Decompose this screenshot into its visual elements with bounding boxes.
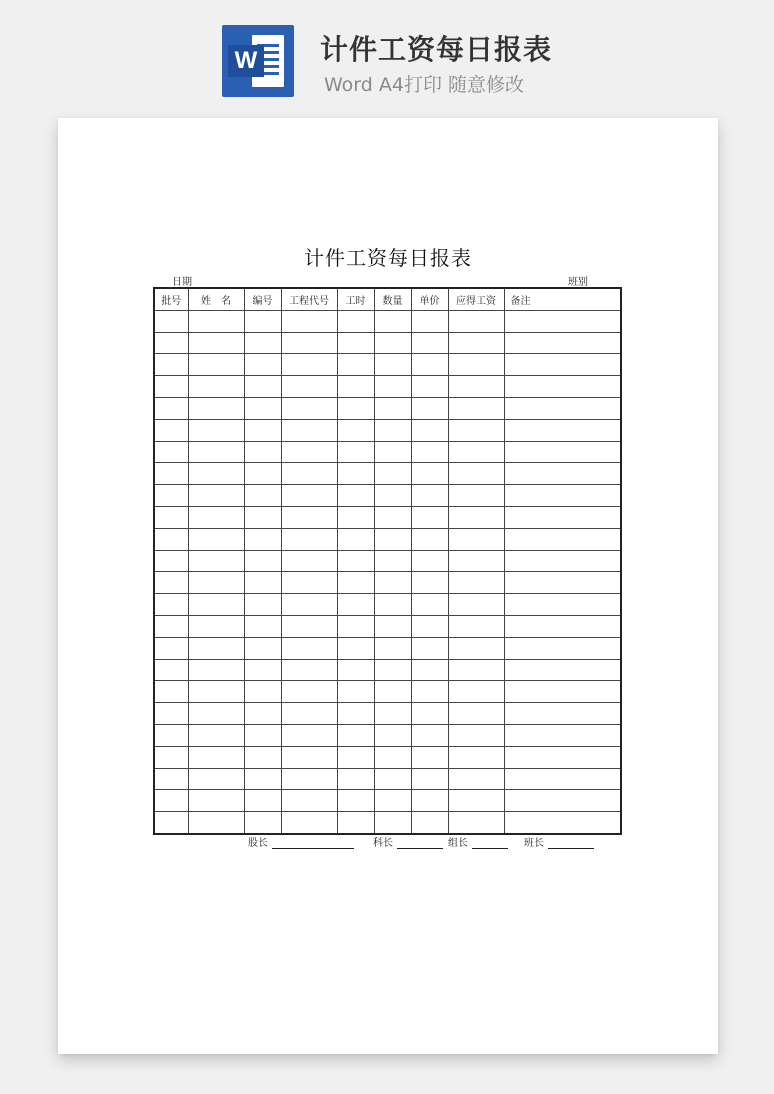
table-cell[interactable]: [154, 703, 188, 725]
table-cell[interactable]: [448, 550, 504, 572]
table-cell[interactable]: [188, 681, 244, 703]
signature-label: 科长: [373, 838, 393, 849]
table-body: [154, 310, 621, 834]
table-cell[interactable]: [244, 637, 281, 659]
col-header: 编号: [244, 288, 281, 310]
table-cell[interactable]: [281, 637, 337, 659]
table-cell[interactable]: [504, 397, 621, 419]
table-row: [154, 354, 621, 376]
table-cell[interactable]: [504, 637, 621, 659]
table-cell[interactable]: [337, 419, 374, 441]
table-cell[interactable]: [411, 615, 448, 637]
table-cell[interactable]: [448, 659, 504, 681]
table-cell[interactable]: [448, 768, 504, 790]
table-cell[interactable]: [374, 637, 411, 659]
table-cell[interactable]: [244, 681, 281, 703]
table-cell[interactable]: [244, 615, 281, 637]
table-cell[interactable]: [281, 485, 337, 507]
table-cell[interactable]: [411, 332, 448, 354]
table-row: [154, 681, 621, 703]
table-cell[interactable]: [188, 790, 244, 812]
table-cell[interactable]: [504, 594, 621, 616]
table-cell[interactable]: [154, 637, 188, 659]
table-cell[interactable]: [154, 746, 188, 768]
table-row: [154, 463, 621, 485]
table-cell[interactable]: [374, 485, 411, 507]
table-cell[interactable]: [374, 594, 411, 616]
table-cell[interactable]: [504, 528, 621, 550]
table-cell[interactable]: [411, 354, 448, 376]
table-row: [154, 376, 621, 398]
table-cell[interactable]: [281, 528, 337, 550]
table-cell[interactable]: [188, 615, 244, 637]
table-cell[interactable]: [411, 768, 448, 790]
signature-group-leader: [448, 834, 508, 849]
table-row: [154, 724, 621, 746]
table-cell[interactable]: [154, 419, 188, 441]
table-cell[interactable]: [411, 528, 448, 550]
table-cell[interactable]: [188, 354, 244, 376]
table-cell[interactable]: [374, 768, 411, 790]
table-cell[interactable]: [337, 681, 374, 703]
col-header: 备注: [504, 288, 621, 310]
table-cell[interactable]: [154, 594, 188, 616]
table-cell[interactable]: [337, 550, 374, 572]
table-cell[interactable]: [188, 659, 244, 681]
table-cell[interactable]: [244, 746, 281, 768]
table-cell[interactable]: [448, 790, 504, 812]
table-cell[interactable]: [188, 332, 244, 354]
table-row: [154, 659, 621, 681]
table-cell[interactable]: [188, 812, 244, 834]
table-cell[interactable]: [504, 659, 621, 681]
table-cell[interactable]: [154, 485, 188, 507]
table-cell[interactable]: [244, 463, 281, 485]
table-cell[interactable]: [337, 659, 374, 681]
table-cell[interactable]: [504, 506, 621, 528]
table-cell[interactable]: [244, 397, 281, 419]
table-cell[interactable]: [337, 397, 374, 419]
header-title: 计件工资每日报表: [320, 33, 553, 66]
table-cell[interactable]: [337, 724, 374, 746]
table-cell[interactable]: [448, 376, 504, 398]
table-cell[interactable]: [448, 528, 504, 550]
table-cell[interactable]: [281, 659, 337, 681]
signature-line[interactable]: [548, 838, 594, 849]
signature-label: 班长: [524, 838, 544, 849]
table-cell[interactable]: [281, 397, 337, 419]
table-cell[interactable]: [504, 354, 621, 376]
table-cell[interactable]: [411, 812, 448, 834]
table-cell[interactable]: [244, 310, 281, 332]
col-header: 应得工资: [448, 288, 504, 310]
table-cell[interactable]: [448, 332, 504, 354]
table-cell[interactable]: [504, 790, 621, 812]
table-cell[interactable]: [374, 681, 411, 703]
table-row: [154, 790, 621, 812]
table-cell[interactable]: [374, 376, 411, 398]
table-cell[interactable]: [281, 572, 337, 594]
table-row: [154, 441, 621, 463]
col-header: 批号: [154, 288, 188, 310]
table-cell[interactable]: [244, 376, 281, 398]
table-cell[interactable]: [188, 506, 244, 528]
table-cell[interactable]: [244, 528, 281, 550]
col-header: 数量: [374, 288, 411, 310]
table-cell[interactable]: [374, 397, 411, 419]
col-header: 单价: [411, 288, 448, 310]
signature-line[interactable]: [272, 838, 354, 849]
table-cell[interactable]: [154, 572, 188, 594]
signature-line[interactable]: [472, 838, 508, 849]
table-cell[interactable]: [154, 376, 188, 398]
word-letter: W: [228, 45, 264, 77]
table-cell[interactable]: [281, 354, 337, 376]
table-cell[interactable]: [337, 441, 374, 463]
table-cell[interactable]: [448, 615, 504, 637]
table-cell[interactable]: [411, 637, 448, 659]
table-cell[interactable]: [188, 768, 244, 790]
table-cell[interactable]: [244, 506, 281, 528]
table-cell[interactable]: [374, 441, 411, 463]
signature-section-chief: [248, 834, 354, 849]
table-cell[interactable]: [281, 506, 337, 528]
table-cell[interactable]: [244, 485, 281, 507]
table-cell[interactable]: [281, 419, 337, 441]
table-row: [154, 397, 621, 419]
table-cell[interactable]: [154, 724, 188, 746]
table-cell[interactable]: [374, 572, 411, 594]
table-cell[interactable]: [374, 550, 411, 572]
table-cell[interactable]: [154, 550, 188, 572]
table-cell[interactable]: [411, 790, 448, 812]
signature-shift-leader: [524, 834, 594, 849]
table-cell[interactable]: [337, 594, 374, 616]
table-row: [154, 528, 621, 550]
table-header-row: [154, 288, 621, 310]
table-cell[interactable]: [244, 768, 281, 790]
table-cell[interactable]: [337, 615, 374, 637]
table-cell[interactable]: [281, 703, 337, 725]
table-cell[interactable]: [154, 528, 188, 550]
table-cell[interactable]: [374, 746, 411, 768]
table-row: [154, 572, 621, 594]
table-row: [154, 506, 621, 528]
signature-department-chief: [373, 834, 443, 849]
table-cell[interactable]: [448, 681, 504, 703]
table-cell[interactable]: [504, 703, 621, 725]
document-page: [58, 118, 718, 1054]
table-cell[interactable]: [281, 441, 337, 463]
table-row: [154, 332, 621, 354]
table-cell[interactable]: [504, 310, 621, 332]
table-cell[interactable]: [337, 332, 374, 354]
table-cell[interactable]: [154, 463, 188, 485]
table-cell[interactable]: [374, 310, 411, 332]
table-cell[interactable]: [374, 615, 411, 637]
table-row: [154, 310, 621, 332]
table-cell[interactable]: [504, 572, 621, 594]
table-cell[interactable]: [337, 528, 374, 550]
table-cell[interactable]: [244, 332, 281, 354]
table-cell[interactable]: [504, 768, 621, 790]
table-cell[interactable]: [337, 768, 374, 790]
table-cell[interactable]: [281, 463, 337, 485]
table-cell[interactable]: [504, 376, 621, 398]
table-cell[interactable]: [504, 419, 621, 441]
table-cell[interactable]: [188, 463, 244, 485]
table-row: [154, 419, 621, 441]
table-cell[interactable]: [188, 572, 244, 594]
table-cell[interactable]: [281, 376, 337, 398]
col-header: 工程代号: [281, 288, 337, 310]
table-row: [154, 485, 621, 507]
table-cell[interactable]: [337, 376, 374, 398]
table-cell[interactable]: [504, 681, 621, 703]
table-cell[interactable]: [374, 659, 411, 681]
table-cell[interactable]: [188, 594, 244, 616]
table-cell[interactable]: [188, 550, 244, 572]
table-cell[interactable]: [281, 681, 337, 703]
table-cell[interactable]: [374, 463, 411, 485]
table-cell[interactable]: [448, 354, 504, 376]
table-cell[interactable]: [244, 572, 281, 594]
table-cell[interactable]: [374, 332, 411, 354]
table-cell[interactable]: [374, 419, 411, 441]
table-cell[interactable]: [411, 550, 448, 572]
shift-label: 班别: [568, 277, 588, 288]
table-cell[interactable]: [448, 572, 504, 594]
table-cell[interactable]: [411, 746, 448, 768]
table-cell[interactable]: [448, 419, 504, 441]
table-cell[interactable]: [154, 615, 188, 637]
table-cell[interactable]: [411, 376, 448, 398]
table-cell[interactable]: [154, 397, 188, 419]
table-cell[interactable]: [244, 790, 281, 812]
signature-label: 组长: [448, 838, 468, 849]
table-cell[interactable]: [448, 637, 504, 659]
table-cell[interactable]: [188, 441, 244, 463]
table-cell[interactable]: [281, 615, 337, 637]
table-row: [154, 550, 621, 572]
table-cell[interactable]: [337, 572, 374, 594]
table-cell[interactable]: [188, 528, 244, 550]
col-header: 工时: [337, 288, 374, 310]
table-cell[interactable]: [154, 310, 188, 332]
signature-line[interactable]: [397, 838, 443, 849]
table-cell[interactable]: [154, 659, 188, 681]
table-row: [154, 637, 621, 659]
table-cell[interactable]: [374, 812, 411, 834]
table-cell[interactable]: [374, 506, 411, 528]
table-cell[interactable]: [154, 790, 188, 812]
table-cell[interactable]: [244, 703, 281, 725]
table-cell[interactable]: [337, 746, 374, 768]
table-cell[interactable]: [411, 485, 448, 507]
table-cell[interactable]: [448, 812, 504, 834]
table-cell[interactable]: [337, 463, 374, 485]
table-cell[interactable]: [188, 746, 244, 768]
table-cell[interactable]: [244, 724, 281, 746]
table-cell[interactable]: [337, 703, 374, 725]
table-cell[interactable]: [504, 485, 621, 507]
table-cell[interactable]: [281, 768, 337, 790]
table-cell[interactable]: [281, 310, 337, 332]
table-row: [154, 746, 621, 768]
table-cell[interactable]: [244, 812, 281, 834]
table-cell[interactable]: [448, 594, 504, 616]
table-cell[interactable]: [188, 419, 244, 441]
table-cell[interactable]: [411, 594, 448, 616]
table-cell[interactable]: [188, 637, 244, 659]
table-cell[interactable]: [448, 506, 504, 528]
table-cell[interactable]: [337, 637, 374, 659]
table-cell[interactable]: [374, 790, 411, 812]
table-cell[interactable]: [448, 463, 504, 485]
table-row: [154, 615, 621, 637]
table-cell[interactable]: [448, 485, 504, 507]
table-cell[interactable]: [504, 746, 621, 768]
table-cell[interactable]: [374, 354, 411, 376]
table-row: [154, 594, 621, 616]
signature-label: 股长: [248, 838, 268, 849]
table-cell[interactable]: [154, 332, 188, 354]
table-cell[interactable]: [374, 528, 411, 550]
table-cell[interactable]: [374, 724, 411, 746]
table-cell[interactable]: [504, 550, 621, 572]
table-cell[interactable]: [154, 768, 188, 790]
table-cell[interactable]: [244, 594, 281, 616]
table-row: [154, 768, 621, 790]
table-cell[interactable]: [244, 419, 281, 441]
header-subtitle: Word A4打印 随意修改: [324, 74, 525, 96]
table-cell[interactable]: [188, 376, 244, 398]
table-cell[interactable]: [411, 441, 448, 463]
table-cell[interactable]: [154, 812, 188, 834]
table-cell[interactable]: [411, 681, 448, 703]
table-cell[interactable]: [281, 746, 337, 768]
table-cell[interactable]: [411, 506, 448, 528]
table-cell[interactable]: [411, 724, 448, 746]
document-title: 计件工资每日报表: [304, 246, 472, 270]
table-cell[interactable]: [504, 332, 621, 354]
table-cell[interactable]: [504, 812, 621, 834]
table-cell[interactable]: [188, 397, 244, 419]
table-cell[interactable]: [337, 812, 374, 834]
col-header: 姓 名: [188, 288, 244, 310]
table-row: [154, 703, 621, 725]
table-cell[interactable]: [337, 485, 374, 507]
table-cell[interactable]: [281, 550, 337, 572]
table-cell[interactable]: [154, 506, 188, 528]
table-cell[interactable]: [411, 463, 448, 485]
table-cell[interactable]: [244, 354, 281, 376]
word-app-icon: [222, 25, 294, 97]
table-cell[interactable]: [154, 354, 188, 376]
table-cell[interactable]: [281, 790, 337, 812]
table-cell[interactable]: [504, 463, 621, 485]
table-cell[interactable]: [448, 724, 504, 746]
table-cell[interactable]: [244, 441, 281, 463]
table-cell[interactable]: [411, 572, 448, 594]
table-cell[interactable]: [188, 703, 244, 725]
wage-table: [153, 287, 622, 835]
table-cell[interactable]: [448, 310, 504, 332]
date-label: 日期: [172, 277, 192, 288]
table-cell[interactable]: [411, 703, 448, 725]
table-cell[interactable]: [504, 441, 621, 463]
table-row: [154, 812, 621, 834]
table-cell[interactable]: [281, 812, 337, 834]
table-cell[interactable]: [188, 724, 244, 746]
table-cell[interactable]: [411, 659, 448, 681]
table-cell[interactable]: [411, 419, 448, 441]
table-cell[interactable]: [448, 746, 504, 768]
table-cell[interactable]: [411, 310, 448, 332]
table-cell[interactable]: [337, 790, 374, 812]
table-cell[interactable]: [448, 703, 504, 725]
table-cell[interactable]: [244, 659, 281, 681]
table-cell[interactable]: [411, 397, 448, 419]
table-cell[interactable]: [154, 441, 188, 463]
table-cell[interactable]: [281, 332, 337, 354]
table-cell[interactable]: [188, 485, 244, 507]
table-cell[interactable]: [448, 441, 504, 463]
table-cell[interactable]: [374, 703, 411, 725]
table-cell[interactable]: [244, 550, 281, 572]
table-cell[interactable]: [188, 310, 244, 332]
table-cell[interactable]: [281, 594, 337, 616]
table-cell[interactable]: [337, 506, 374, 528]
table-cell[interactable]: [281, 724, 337, 746]
table-cell[interactable]: [154, 681, 188, 703]
table-cell[interactable]: [504, 724, 621, 746]
table-cell[interactable]: [448, 397, 504, 419]
table-cell[interactable]: [337, 310, 374, 332]
table-cell[interactable]: [504, 615, 621, 637]
table-cell[interactable]: [337, 354, 374, 376]
